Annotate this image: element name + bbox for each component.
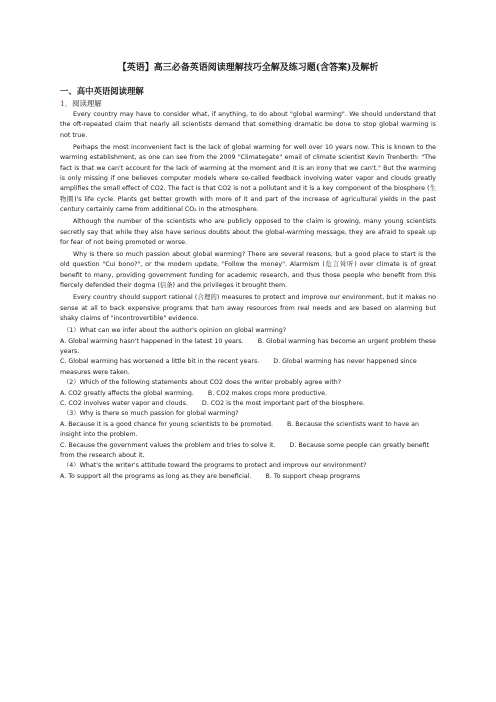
- question-1-stem: （1）What can we infer about the author's opinion on global warming?: [63, 327, 287, 335]
- option-d: D. Global warming has never happened since measures were taken.: [60, 358, 417, 376]
- question-4-stem: （4）What's the writer's attitude toward the programs to protect and improve our environment?: [63, 462, 367, 470]
- question-2-stem: （2）Which of the following statements about CO2 does the writer probably agree with?: [63, 379, 342, 387]
- passage-paragraph-1: Every country may have to consider what, if anything, to do about "global warming". We should understand that the oft-repeated claim that nearly all scientists demand that something dramatic be done to stop global warming is not true.: [60, 111, 436, 139]
- question-4-options-row-1: [60, 472, 436, 482]
- passage-paragraph-2: Perhaps the most inconvenient fact is the lack of global warming for well over 10 years now. This is known to the warming establishment, as one can see from the 2009 "Climategate" email of climate scientist Kevin Trenberth: "The fact is that we can't account for the lack of warming at the moment and it is an irony that we can't." But the warming is only missing if one believes computer models where so-called feedback involving water vapor and clouds greatly amplifies the small effect of CO2. The fact is that CO2 is not a pollutant and it is a key component of the biosphere (生物圈)'s life cycle. Plants get better growth with more of it and part of the increase of agricultural yields in the past century certainly came from additional CO₂ in the atmosphere.: [60, 143, 436, 214]
- option-c: C. CO2 involves water vapor and clouds.: [60, 399, 188, 407]
- passage-paragraph-5: Every country should support rational (合理的) measures to protect and improve our environment, but it makes no sense at all to back expensive programs that turn away resources from real needs and are based on alarming but shaky claims of "incontrovertible" evidence.: [60, 294, 436, 323]
- option-a: A. CO2 greatly affects the global warming.: [60, 389, 194, 397]
- question-2-options-row-1: [60, 389, 436, 399]
- subsection-number: 1．: [60, 99, 73, 108]
- question-1-options-row-1: [60, 337, 436, 358]
- option-c: C. Because the government values the problem and tries to solve it.: [60, 441, 276, 449]
- option-a: A. Global warming hasn't happened in the latest 10 years.: [60, 337, 244, 345]
- option-b: B. CO2 makes crops more productive.: [207, 389, 328, 397]
- subsection-label: 阅读理解: [72, 99, 102, 108]
- subsection-heading: [60, 99, 436, 109]
- question-3-options-row-2: [60, 441, 436, 462]
- option-b: B. Because the scientists want to have an insight into the problem.: [60, 420, 419, 439]
- option-b: B. Global warming has become an urgent problem these years.: [60, 337, 436, 355]
- option-c: C. Global warming has worsened a little bit in the recent years.: [60, 358, 260, 366]
- option-d: D. Because some people can greatly benefit from the research about it.: [60, 441, 430, 459]
- section-heading: 一、高中英语阅读理解: [60, 86, 144, 96]
- document-page: [60, 62, 436, 482]
- option-a: A. Because it is a good chance for young scientists to be promoted.: [60, 420, 273, 428]
- option-b: B. To support cheap programs: [265, 472, 360, 480]
- question-3-options-row-1: [60, 420, 436, 441]
- option-a: A. To support all the programs as long as they are beneficial.: [60, 472, 252, 480]
- passage-paragraph-3: Although the number of the scientists who are publicly opposed to the claim is growing, many young scientists secretly say that while they also have serious doubts about the global-warming message, they are afraid to speak up for fear of not being promoted or worse.: [60, 218, 436, 247]
- document-title: 【英语】高三必备英语阅读理解技巧全解及练习题(含答案)及解析: [117, 63, 379, 73]
- question-1-options-row-2: [60, 357, 436, 378]
- question-2-options-row-2: [60, 399, 436, 409]
- passage-paragraph-4: Why is there so much passion about global warming? There are several reasons, but a good place to start is the old question "Cui bono?", or the modern update, "Follow the money". Alarmism (危言耸听) over climate is of great benefit to many, providing government funding for academic research, and thus those people who benefit from this fiercely defended their dogma (信条) and the privileges it brought them.: [60, 251, 436, 290]
- question-3-stem: （3）Why is there so much passion for global warming?: [63, 410, 239, 418]
- option-d: D. CO2 is the most important part of the biosphere.: [201, 399, 365, 407]
